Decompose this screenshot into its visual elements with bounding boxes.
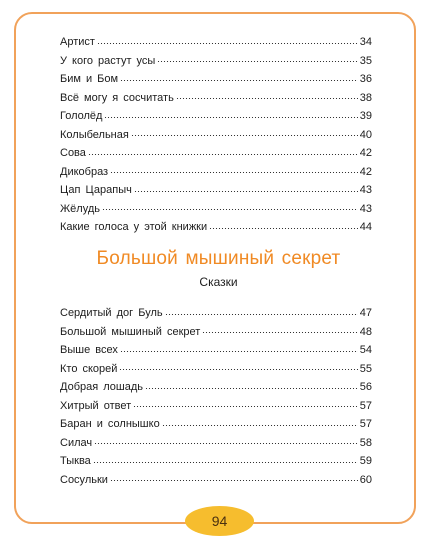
toc-entry-page: 56 xyxy=(359,381,372,393)
toc-entry-page: 57 xyxy=(359,418,372,430)
toc-entry-title: Тыква xyxy=(60,455,91,467)
toc-entry-page: 39 xyxy=(359,110,372,122)
toc-entry-title: Артист xyxy=(60,36,95,48)
toc-entry[interactable] xyxy=(60,126,372,145)
toc-entry-page: 55 xyxy=(359,362,372,375)
toc-dot-leader xyxy=(165,314,358,315)
toc-entry-page: 40 xyxy=(359,128,372,141)
toc-dot-leader xyxy=(93,462,358,463)
toc-entry-title: Бим и Бом xyxy=(60,73,119,85)
page-number-badge: 94 xyxy=(185,506,254,536)
toc-entry-page: 59 xyxy=(359,455,372,467)
toc-entry-title: Всё могу я сосчитать xyxy=(60,91,174,104)
toc-dot-leader xyxy=(176,98,358,99)
toc-entry[interactable] xyxy=(60,52,372,71)
toc-entry-page: 47 xyxy=(359,307,372,319)
toc-entry-page: 34 xyxy=(359,36,372,48)
toc-entry-title: Колыбельная xyxy=(60,128,129,141)
toc-entry-title: Сосульки xyxy=(60,473,108,486)
toc-entry-page: 44 xyxy=(359,221,372,233)
toc-entry-title: Кто скорей xyxy=(60,362,118,375)
toc-list-tales xyxy=(60,304,372,489)
toc-entry-title: Какие голоса у этой книжки xyxy=(60,221,208,233)
toc-entry[interactable] xyxy=(60,415,372,434)
toc-dot-leader xyxy=(202,332,357,333)
toc-entry[interactable] xyxy=(60,304,372,323)
toc-dot-leader xyxy=(88,154,358,155)
toc-dot-leader xyxy=(104,117,357,118)
toc-entry[interactable] xyxy=(60,33,372,52)
toc-dot-leader xyxy=(134,191,358,192)
toc-entry[interactable] xyxy=(60,107,372,126)
toc-entry-title: Хитрый ответ xyxy=(60,399,132,412)
toc-entry[interactable] xyxy=(60,181,372,200)
toc-dot-leader xyxy=(110,480,358,481)
toc-entry-title: Дикобраз xyxy=(60,165,109,178)
toc-entry-title: Силач xyxy=(60,436,93,449)
toc-entry[interactable] xyxy=(60,323,372,342)
toc-entry[interactable] xyxy=(60,218,372,237)
toc-entry-title: Выше всех xyxy=(60,344,118,356)
toc-entry[interactable] xyxy=(60,200,372,219)
toc-entry-page: 58 xyxy=(359,436,372,449)
toc-entry[interactable] xyxy=(60,434,372,453)
toc-dot-leader xyxy=(119,369,357,370)
toc-dot-leader xyxy=(120,80,358,81)
toc-entry-title: Сердитый дог Буль xyxy=(60,307,163,319)
toc-dot-leader xyxy=(157,61,357,62)
toc-entry-page: 60 xyxy=(359,473,372,486)
toc-entry-page: 38 xyxy=(359,91,372,104)
toc-dot-leader xyxy=(131,135,358,136)
toc-entry-page: 48 xyxy=(359,325,372,338)
toc-dot-leader xyxy=(110,172,358,173)
toc-entry-page: 57 xyxy=(359,399,372,412)
toc-entry-page: 43 xyxy=(359,184,372,196)
toc-entry[interactable] xyxy=(60,360,372,379)
toc-entry-page: 42 xyxy=(359,147,372,159)
toc-dot-leader xyxy=(145,388,358,389)
toc-entry[interactable] xyxy=(60,341,372,360)
toc-entry[interactable] xyxy=(60,452,372,471)
section-title: Большой мышиный секрет xyxy=(96,248,341,269)
toc-entry-title: У кого растут усы xyxy=(60,54,156,67)
toc-entry-title: Сова xyxy=(60,147,86,159)
toc-entry-title: Добрая лошадь xyxy=(60,381,143,393)
toc-entry[interactable] xyxy=(60,163,372,182)
toc-entry-page: 42 xyxy=(359,165,372,178)
toc-entry[interactable] xyxy=(60,378,372,397)
toc-dot-leader xyxy=(94,443,358,444)
toc-entry-page: 35 xyxy=(359,54,372,67)
toc-entry[interactable] xyxy=(60,471,372,490)
toc-dot-leader xyxy=(120,351,358,352)
toc-list-poems xyxy=(60,33,372,237)
toc-entry-page: 43 xyxy=(359,202,372,215)
toc-entry-title: Баран и солнышко xyxy=(60,418,160,430)
toc-entry[interactable] xyxy=(60,144,372,163)
toc-entry-title: Жёлудь xyxy=(60,202,100,215)
section-subtitle: Сказки xyxy=(199,275,238,289)
toc-entry-page: 54 xyxy=(359,344,372,356)
toc-entry-page: 36 xyxy=(359,73,372,85)
toc-entry-title: Цап Царапыч xyxy=(60,184,132,196)
toc-entry[interactable] xyxy=(60,397,372,416)
toc-dot-leader xyxy=(162,425,358,426)
toc-dot-leader xyxy=(102,209,358,210)
toc-dot-leader xyxy=(97,43,358,44)
toc-entry[interactable] xyxy=(60,70,372,89)
toc-dot-leader xyxy=(133,406,358,407)
toc-entry-title: Большой мышиный секрет xyxy=(60,325,201,338)
toc-entry[interactable] xyxy=(60,89,372,108)
toc-entry-title: Гололёд xyxy=(60,110,103,122)
toc-dot-leader xyxy=(209,228,358,229)
